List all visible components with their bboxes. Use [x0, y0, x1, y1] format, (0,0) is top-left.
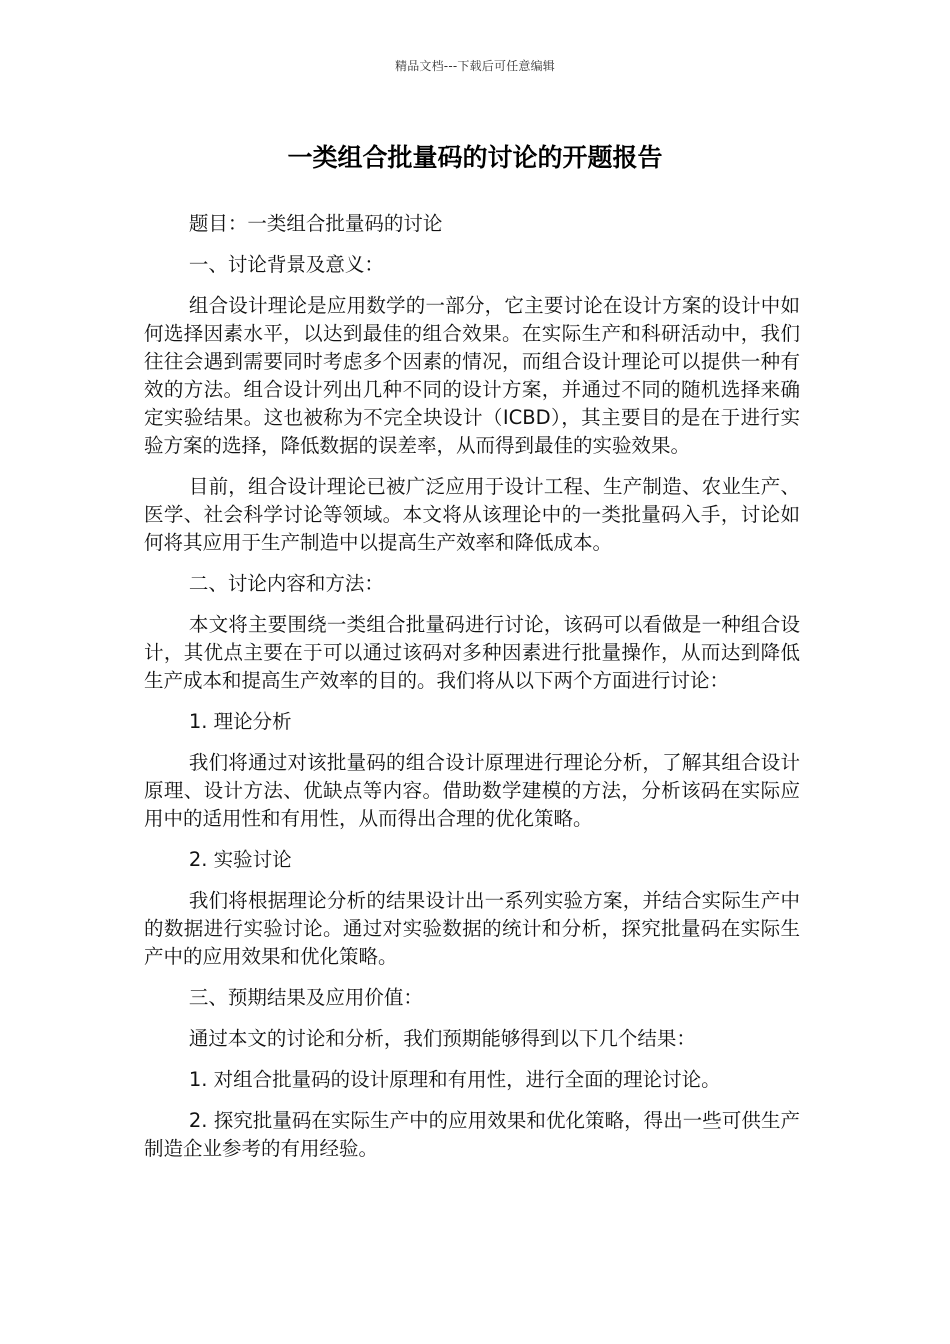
paragraph-theory-analysis: 我们将通过对该批量码的组合设计原理进行理论分析，了解其组合设计原理、设计方法、优缺点等内容。借助数学建模的方法，分析该码在实际应用中的适用性和有用性，从而得出合理的优化策略。 — [144, 751, 800, 830]
subheading-experiment: 2. 实验讨论 — [188, 848, 292, 871]
document-body — [144, 210, 800, 1176]
section-heading-expected-results: 三、预期结果及应用价值： — [188, 986, 423, 1009]
paragraph-background: 组合设计理论是应用数学的一部分，它主要讨论在设计方案的设计中如何选择因素水平，以达到最佳的组合效果。在实际生产和科研活动中，我们往往会遇到需要同时考虑多个因素的情况，而组合设计理论可以提供一种有效的方法。组合设计列出几种不同的设计方案，并通过不同的随机选择来确定实验结果。这也被称为不完全块设计（ICBD），其主要目的是在于进行实验方案的选择，降低数据的误差率，从而得到最佳的实验效果。 — [144, 294, 800, 457]
document-title: 一类组合批量码的讨论的开题报告 — [287, 143, 663, 172]
section-heading-content-methods: 二、讨论内容和方法： — [188, 572, 384, 595]
paragraph-topic: 题目：一类组合批量码的讨论 — [188, 212, 443, 235]
paragraph-content-overview: 本文将主要围绕一类组合批量码进行讨论，该码可以看做是一种组合设计，其优点主要在于可以通过该码对多种因素进行批量操作，从而达到降低生产成本和提高生产效率的目的。我们将从以下两个方面进行讨论： — [144, 613, 800, 692]
paragraph-expected-intro: 通过本文的讨论和分析，我们预期能够得到以下几个结果： — [188, 1027, 696, 1050]
subheading-theory-analysis: 1. 理论分析 — [188, 710, 292, 733]
header-note: 精品文档---下载后可任意编辑 — [395, 59, 555, 73]
paragraph-experiment: 我们将根据理论分析的结果设计出一系列实验方案，并结合实际生产中的数据进行实验讨论。通过对实验数据的统计和分析，探究批量码在实际生产中的应用效果和优化策略。 — [144, 889, 800, 968]
list-item-result-1: 1. 对组合批量码的设计原理和有用性，进行全面的理论讨论。 — [188, 1068, 721, 1091]
section-heading-background: 一、讨论背景及意义： — [188, 253, 384, 276]
list-item-result-2: 2. 探究批量码在实际生产中的应用效果和优化策略，得出一些可供生产制造企业参考的有用经验。 — [144, 1109, 800, 1160]
paragraph-current-status: 目前，组合设计理论已被广泛应用于设计工程、生产制造、农业生产、医学、社会科学讨论等领域。本文将从该理论中的一类批量码入手，讨论如何将其应用于生产制造中以提高生产效率和降低成本。 — [144, 475, 800, 554]
